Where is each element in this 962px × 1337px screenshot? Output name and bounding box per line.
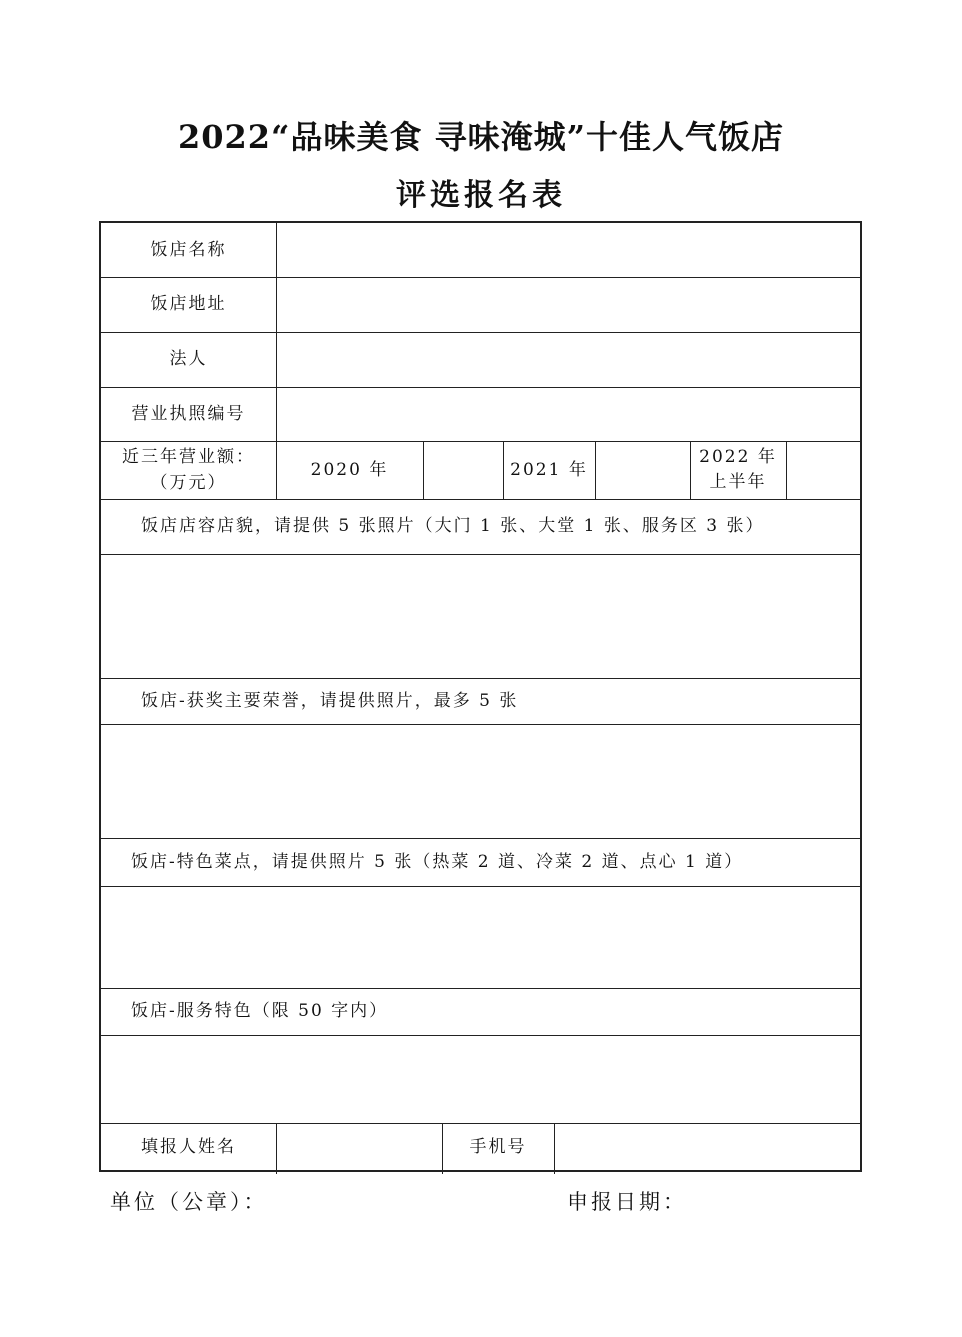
business-license-field[interactable]: [278, 389, 860, 439]
restaurant-name-label: 饭店名称: [150, 239, 227, 260]
year-2022-label: [690, 441, 786, 499]
revenue-2020-field[interactable]: [425, 443, 501, 497]
year-2022-line2: 上半年: [709, 472, 767, 492]
awards-heading: 饭店-获奖主要荣誉，请提供照片，最多 5 张: [141, 690, 519, 711]
signature-dishes-heading: 饭店-特色菜点，请提供照片 5 张（热菜 2 道、冷菜 2 道、点心 1 道）: [131, 851, 744, 872]
revenue-label: [101, 441, 276, 499]
unit-seal-label: 单位（公章）：: [110, 1190, 268, 1214]
year-2021-label: 2021 年: [510, 459, 588, 480]
revenue-2022-field[interactable]: [788, 443, 860, 497]
form-subtitle: 评选报名表: [396, 178, 566, 213]
registration-form-table: [99, 221, 862, 1172]
legal-person-label: 法人: [169, 349, 208, 370]
revenue-label-line2: （万元）: [150, 473, 227, 493]
form-title: 2022“品味美食 寻味淹城”十佳人气饭店: [177, 118, 785, 156]
restaurant-name-field[interactable]: [278, 225, 860, 275]
application-date-label: 申报日期：: [567, 1190, 687, 1214]
phone-field[interactable]: [556, 1125, 860, 1170]
service-features-area[interactable]: [103, 1037, 860, 1121]
business-license-label: 营业执照编号: [131, 403, 246, 424]
reporter-name-field[interactable]: [278, 1125, 440, 1170]
restaurant-address-label: 饭店地址: [150, 294, 227, 315]
storefront-photos-heading: 饭店店容店貌，请提供 5 张照片（大门 1 张、大堂 1 张、服务区 3 张）: [141, 516, 765, 537]
revenue-label-line1: 近三年营业额：: [122, 446, 255, 467]
phone-label: 手机号: [469, 1137, 527, 1158]
reporter-name-label: 填报人姓名: [141, 1137, 236, 1158]
service-features-heading: 饭店-服务特色（限 50 字内）: [131, 1001, 389, 1022]
restaurant-address-field[interactable]: [278, 279, 860, 330]
revenue-2021-field[interactable]: [597, 443, 688, 497]
awards-area[interactable]: [103, 726, 860, 836]
legal-person-field[interactable]: [278, 334, 860, 385]
year-2022-line1: 2022 年: [699, 447, 777, 468]
signature-dishes-area[interactable]: [103, 888, 860, 986]
year-2020-label: 2020 年: [310, 459, 389, 480]
storefront-photos-area[interactable]: [103, 556, 860, 676]
